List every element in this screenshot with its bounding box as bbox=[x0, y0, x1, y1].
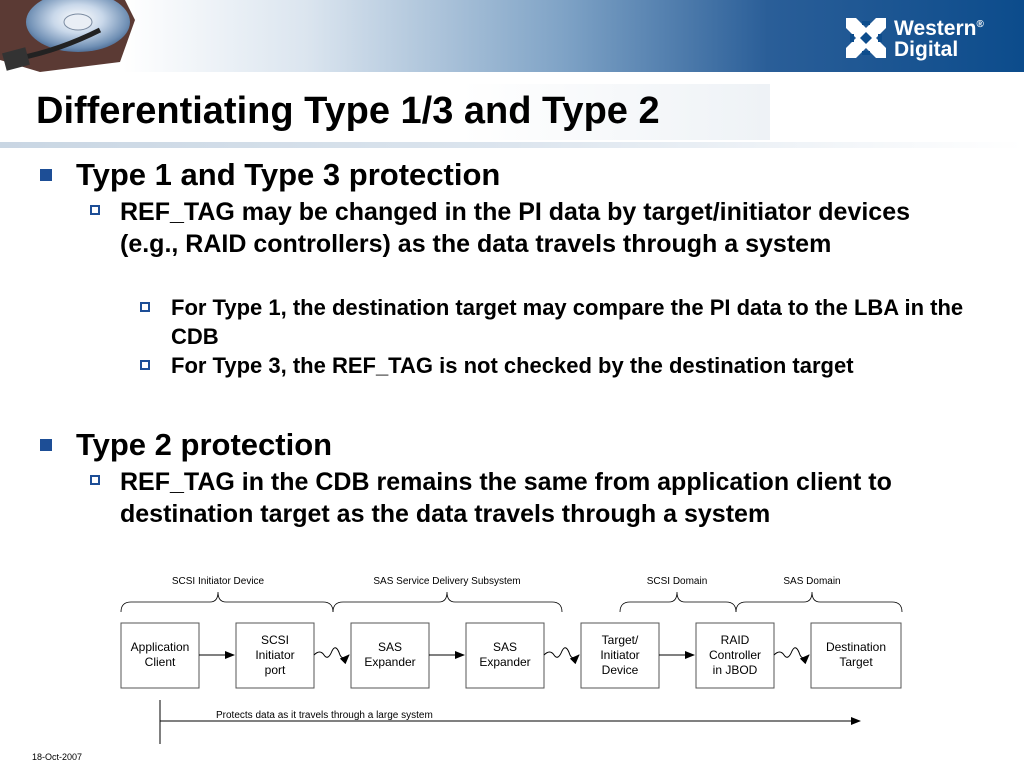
protection-path-diagram bbox=[0, 560, 1024, 750]
hollow-square-bullet-icon bbox=[140, 360, 150, 370]
box-destination-target bbox=[811, 623, 901, 688]
box-target-initiator-device bbox=[581, 623, 659, 688]
box-scsi-initiator-port bbox=[236, 623, 314, 688]
square-bullet-icon bbox=[40, 439, 52, 451]
box-sas-expander-1 bbox=[351, 623, 429, 688]
bullet-text: REF_TAG may be changed in the PI data by target/initiator devices (e.g., RAID controllers) as the data travels through a system bbox=[120, 198, 911, 258]
sub-bullet-ref-tag-changed bbox=[120, 196, 950, 260]
title-rule bbox=[0, 142, 1024, 148]
brace-label-scsi-domain: SCSI Domain bbox=[646, 576, 708, 587]
bullet-text: Type 2 protection bbox=[76, 427, 333, 462]
box-label: Client bbox=[144, 655, 176, 669]
box-label: in JBOD bbox=[712, 663, 758, 677]
link-cable bbox=[544, 648, 579, 658]
brace-label-sas-domain: SAS Domain bbox=[783, 576, 841, 587]
brace-label-delivery-subsystem: SAS Service Delivery Subsystem bbox=[373, 576, 521, 587]
brace-sas-domain bbox=[736, 592, 902, 612]
brace-delivery-subsystem bbox=[333, 592, 562, 612]
box-label: Target/ bbox=[601, 633, 639, 647]
box-label: Destination bbox=[825, 640, 887, 654]
box-label: Target bbox=[839, 655, 873, 669]
western-digital-logo bbox=[846, 14, 996, 60]
hollow-square-bullet-icon bbox=[90, 475, 100, 485]
bullet-text: For Type 1, the destination target may compare the PI data to the LBA in the CDB bbox=[171, 295, 964, 349]
sub-sub-bullet-type1 bbox=[171, 293, 971, 351]
sub-bullet-ref-tag-same bbox=[120, 466, 990, 530]
box-label: SCSI bbox=[260, 633, 290, 647]
link-cable bbox=[314, 648, 349, 658]
slide-title: Differentiating Type 1/3 and Type 2 bbox=[36, 90, 660, 132]
footer-date: 18-Oct-2007 bbox=[32, 752, 83, 762]
box-label: RAID bbox=[720, 633, 750, 647]
box-label: Expander bbox=[364, 655, 416, 669]
logo-wordmark bbox=[894, 14, 984, 60]
box-label: Controller bbox=[708, 648, 762, 662]
box-application-client bbox=[121, 623, 199, 688]
link-cable bbox=[774, 648, 809, 658]
logo-registered-mark: ® bbox=[976, 19, 984, 30]
logo-line1: Western bbox=[894, 17, 977, 40]
bullet-text: Type 1 and Type 3 protection bbox=[76, 157, 501, 192]
brace-initiator-device bbox=[121, 592, 333, 612]
box-label: Expander bbox=[479, 655, 531, 669]
box-label: Device bbox=[601, 663, 639, 677]
hollow-square-bullet-icon bbox=[140, 302, 150, 312]
brace-label-initiator-device: SCSI Initiator Device bbox=[171, 576, 265, 587]
box-label: port bbox=[264, 663, 286, 677]
square-bullet-icon bbox=[40, 169, 52, 181]
hard-disk-icon bbox=[0, 0, 140, 72]
hollow-square-bullet-icon bbox=[90, 205, 100, 215]
protection-span-caption: Protects data as it travels through a large system bbox=[216, 710, 433, 721]
bullet-type2 bbox=[76, 428, 976, 461]
sub-sub-bullet-type3 bbox=[171, 351, 931, 380]
bullet-text: For Type 3, the REF_TAG is not checked by the destination target bbox=[171, 353, 854, 378]
box-raid-controller bbox=[696, 623, 774, 688]
box-label: SAS bbox=[492, 640, 518, 654]
bullet-text: REF_TAG in the CDB remains the same from application client to destination target as the data travels through a system bbox=[120, 468, 892, 528]
box-sas-expander-2 bbox=[466, 623, 544, 688]
box-label: Initiator bbox=[255, 648, 295, 662]
logo-line2: Digital bbox=[894, 38, 959, 61]
box-label: SAS bbox=[377, 640, 403, 654]
western-digital-logo-icon bbox=[846, 18, 886, 58]
box-label: Application bbox=[130, 640, 190, 654]
brace-scsi-domain bbox=[620, 592, 736, 612]
bullet-type1-type3 bbox=[76, 158, 976, 191]
box-label: Initiator bbox=[600, 648, 640, 662]
